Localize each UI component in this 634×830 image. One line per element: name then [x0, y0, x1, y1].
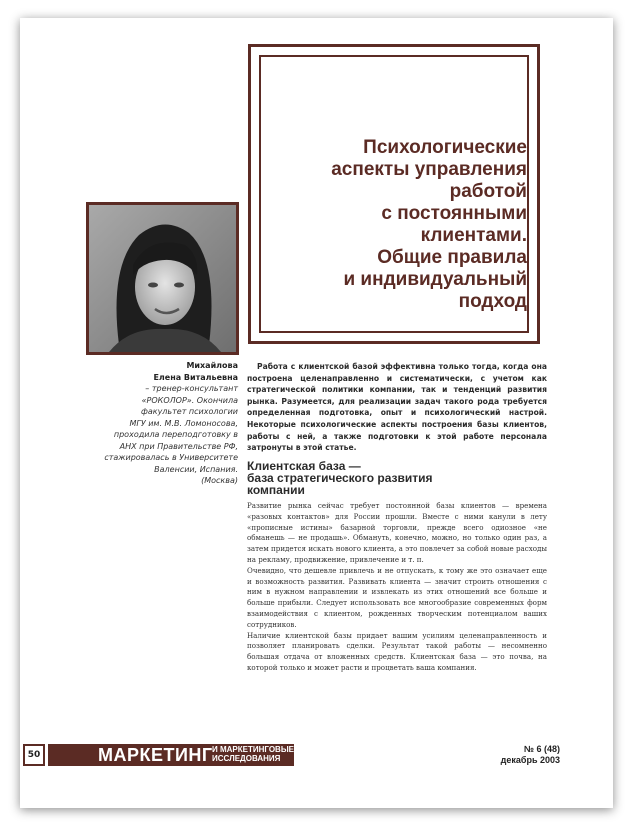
author-bio-line: – тренер-консультант	[145, 384, 238, 393]
author-bio-line: Валенсии, Испания.	[154, 464, 238, 474]
article-body	[247, 501, 547, 674]
author-surname: Михайлова	[186, 361, 238, 370]
author-photo	[86, 202, 239, 355]
section-heading	[247, 460, 547, 496]
author-bio	[100, 383, 238, 487]
section-heading-line: база стратегического развития	[247, 471, 433, 485]
author-portrait-image	[89, 205, 236, 352]
title-line: работой	[449, 181, 527, 202]
magazine-logo-sub-line: И МАРКЕТИНГОВЫЕ	[212, 745, 294, 754]
title-line: с постоянными	[381, 203, 527, 224]
title-line: Общие правила	[377, 247, 527, 268]
article-title	[267, 137, 527, 313]
magazine-logo-main: МАРКЕТИНГ	[98, 745, 213, 765]
title-line: и индивидуальный	[343, 269, 527, 290]
article-lead: Работа с клиентской базой эффективна только тогда, когда она построена целенаправленно и систематически, с учетом как стратегической политики компании, так и тенденций развития рынка. Разумеется, для реализации задач такого рода требуется определенная подготовка, опыт и психологический настрой. Некоторые психологические аспекты построения базы клиентов, работы с ней, а также подготовки к этой работе персонала затронуты в этой статье.	[247, 362, 547, 453]
body-paragraph: Развитие рынка сейчас требует постоянной базы клиентов — времена «разовых контактов» для России прошли. Вместе с ними канули в лету «прописные истины» базарной торговли, прежде всего одиозное «не обманешь — не продашь». Обмануть, конечно, можно, но только один раз, а затем придется искать нового клиента, а это повлечет за собой новые расходы на рекламу, продвижение, привлечение и т. п.	[247, 501, 547, 564]
author-bio-line: проходила переподготовку в	[113, 430, 238, 439]
author-bio-line: стажировалась в Университете	[104, 453, 238, 462]
title-frame	[248, 44, 540, 344]
body-paragraph: Очевидно, что дешевле привлечь и не отпускать, к тому же это означает еще и возможность развития. Развивать клиента — значит строить отношения с ним в нужном направлении и извлекать из этих отношений все больше и больше прибыли. Следует использовать все многообразие современных форм взаимодействия с клиентом, рожденных творческим потенциалом ваших сотрудников.	[247, 565, 547, 629]
author-bio-line: МГУ им. М.В. Ломоносова,	[129, 418, 238, 428]
body-paragraph: Наличие клиентской базы придает вашим усилиям целенаправленность и позволяет планировать сделки. Результат такой работы — несомненно большая отдача от вложенных средств. Клиентская база — это почва, на которой только и может расти и процветать ваша компания.	[247, 630, 547, 672]
author-name: Елена Витальевна	[153, 372, 238, 382]
issue-info	[501, 744, 560, 766]
issue-date: декабрь 2003	[500, 755, 560, 765]
magazine-logo-sub-line: ИССЛЕДОВАНИЯ	[212, 753, 281, 763]
page-number: 50	[23, 744, 45, 766]
author-bio-line: (Москва)	[201, 476, 238, 485]
author-bio-line: факультет психологии	[141, 407, 238, 416]
magazine-logo-sub	[212, 746, 294, 763]
section-heading-line: компании	[247, 483, 305, 497]
title-line: Психологические	[363, 137, 527, 158]
author-bio-line: «РОКОЛОР». Окончила	[141, 395, 238, 405]
issue-number: № 6 (48)	[523, 744, 560, 754]
footer-bar	[48, 744, 92, 766]
section-heading-line: Клиентская база —	[247, 459, 361, 473]
author-bio-line: АНХ при Правительстве РФ,	[119, 441, 238, 451]
title-line: аспекты управления	[331, 159, 527, 180]
author-block	[100, 360, 238, 487]
title-line: клиентами.	[420, 225, 527, 246]
magazine-logo	[92, 744, 294, 766]
title-line: подход	[458, 291, 527, 312]
